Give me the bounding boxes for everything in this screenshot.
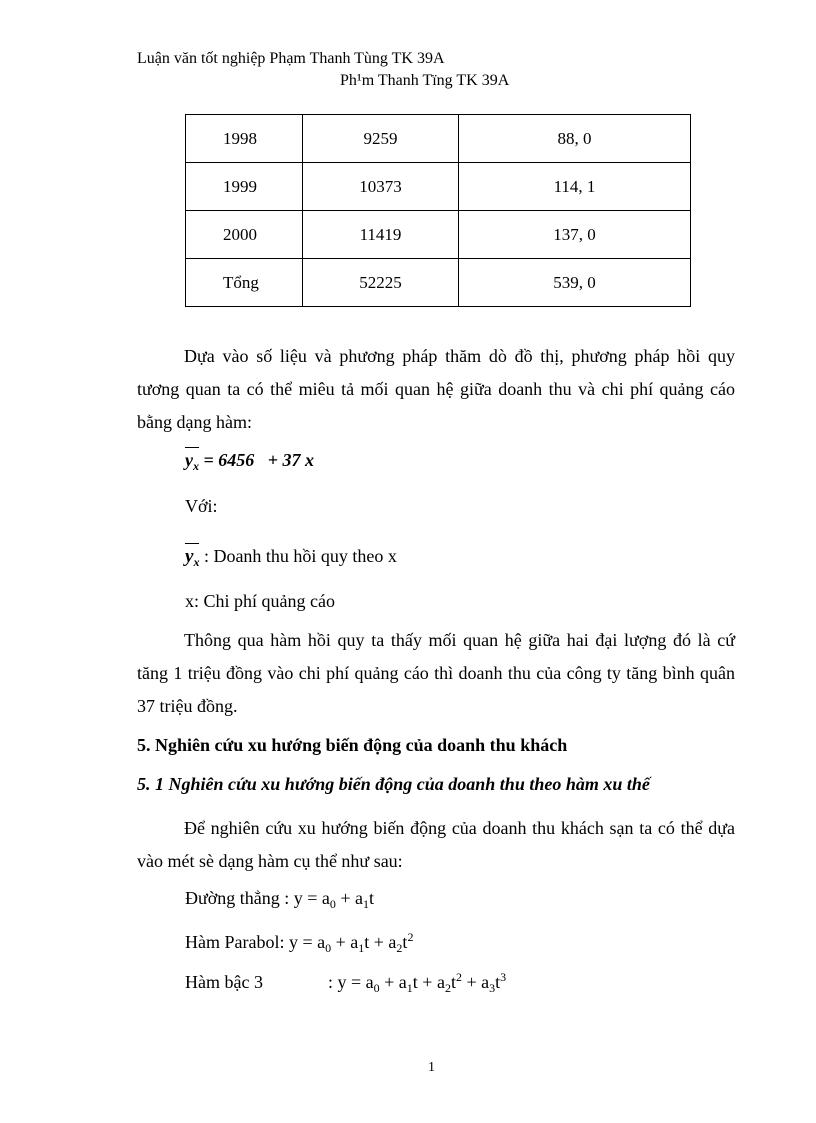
- data-table: [185, 114, 691, 307]
- running-header-1: Luận văn tốt nghiệp Phạm Thanh Tùng TK 39A: [137, 50, 445, 67]
- table-cell-revenue: 11419: [303, 211, 459, 259]
- table-row: [186, 115, 691, 163]
- equation-cubic: Hàm bậc 3 : $y = a_0 + a_1t + a_2t^2 + a_3t^3$: [185, 970, 507, 995]
- table-cell-total-label: Tổng: [186, 259, 303, 307]
- table-cell-revenue: 52225: [303, 259, 459, 307]
- table-row-total: [186, 259, 691, 307]
- running-header-2: Ph¹m Thanh Tïng TK 39A: [340, 72, 510, 89]
- definition-y: [185, 546, 397, 570]
- definition-y-text: : Doanh thu hồi quy theo x: [203, 546, 397, 566]
- page-number: 1: [428, 1060, 435, 1075]
- formula-lhs: $y_x$: [185, 450, 199, 473]
- section-heading-5-1: 5. 1 Nghiên cứu xu hướng biến động của doanh thu theo hàm xu thế: [137, 774, 650, 794]
- section-heading-5: 5. Nghiên cứu xu hướng biến động của doanh thu khách: [137, 735, 568, 755]
- table-cell-year: 2000: [186, 211, 303, 259]
- paragraph-regression-conclusion: Thông qua hàm hồi quy ta thấy mối quan hệ giữa hai đại lượng đó là cứ tăng 1 triệu đồng vào chi phí quảng cáo thì doanh thu của công ty tăng bình quân 37 triệu đồng.: [137, 630, 735, 716]
- paragraph-regression-intro: Dựa vào số liệu và phương pháp thăm dò đồ thị, phương pháp hồi quy tương quan ta có thể miêu tả mối quan hệ giữa doanh thu và chi phí quảng cáo bằng dạng hàm:: [137, 346, 735, 432]
- table-cell-year: 1999: [186, 163, 303, 211]
- table-cell-cost: 539, 0: [459, 259, 691, 307]
- equation-linear: Đường thẳng : $y = a_0 + a_1t$: [185, 888, 375, 911]
- table-cell-year: 1998: [186, 115, 303, 163]
- equation-parabola: Hàm Parabol: $y = a_0 + a_1t + a_2t^2$: [185, 930, 414, 955]
- table-row: [186, 211, 691, 259]
- table-cell-cost: 114, 1: [459, 163, 691, 211]
- table-cell-cost: 137, 0: [459, 211, 691, 259]
- definition-y-symbol: $y_x$: [185, 546, 200, 569]
- regression-formula: [185, 450, 314, 474]
- table-cell-revenue: 10373: [303, 163, 459, 211]
- table-cell-cost: 88, 0: [459, 115, 691, 163]
- paragraph-trend-intro: Để nghiên cứu xu hướng biến động của doanh thu khách sạn ta có thể dựa vào mét sè dạng hàm cụ thể như sau:: [137, 818, 735, 871]
- table-cell-revenue: 9259: [303, 115, 459, 163]
- with-label: Với:: [185, 496, 218, 516]
- formula-rhs: = 6456 + 37 x: [203, 450, 315, 470]
- definition-x: x: Chi phí quảng cáo: [185, 591, 335, 611]
- table-row: [186, 163, 691, 211]
